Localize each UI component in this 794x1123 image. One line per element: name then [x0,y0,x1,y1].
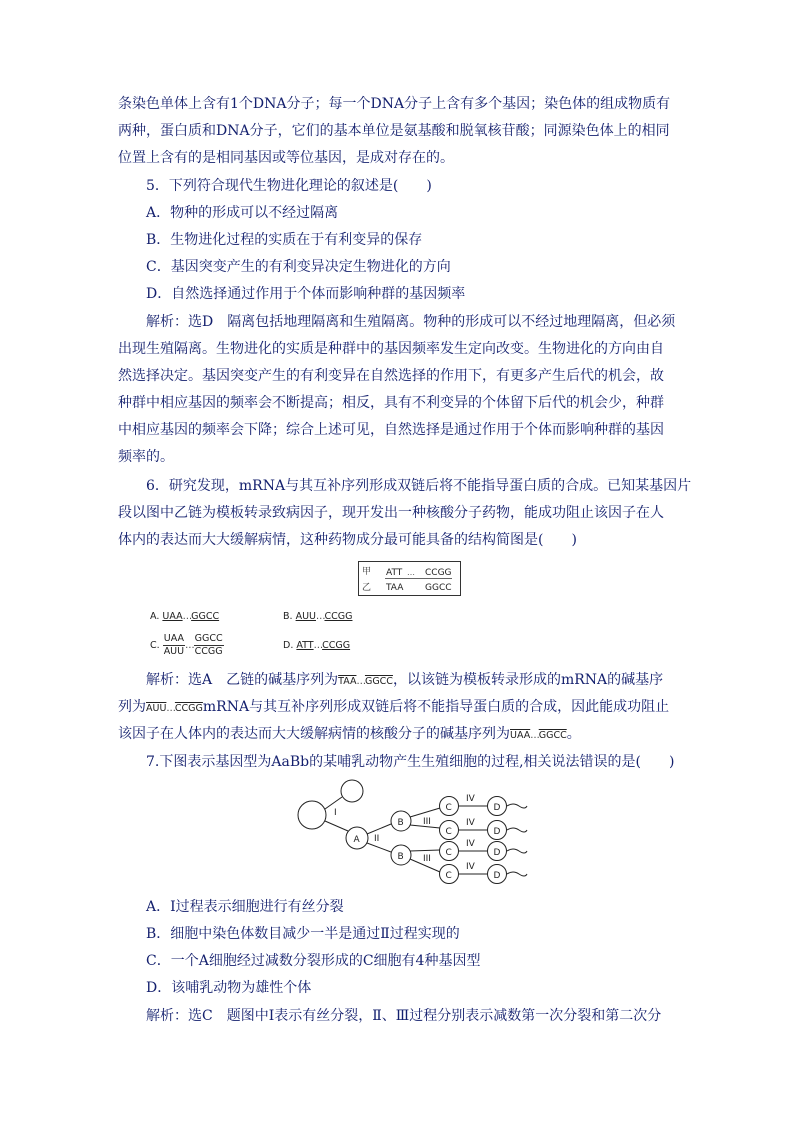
intro-line-3: 位置上含有的是相同基因或等位基因，是成对存在的。 [118,150,454,166]
ellipsis-icon: … [182,611,192,622]
q6-option-b-right: CCGG [324,611,353,622]
q5-explanation-3: 然选择决定。基因突变产生的有利变异在自然选择的作用下，有更多产生后代的机会，故 [118,368,664,384]
label-process-IV-1: IV [466,794,475,804]
label-process-I: I [334,808,337,818]
q7-explanation-1: 解析：选C 题图中Ⅰ表示有丝分裂，Ⅱ、Ⅲ过程分别表示减数第一次分裂和第二次分 [146,1008,662,1024]
q5-explanation-4: 种群中相应基因的频率会不断提高；相反，具有不利变异的个体留下后代的机会少，种群 [118,395,664,411]
strand-yi-label: 乙 [362,583,372,593]
q5-explanation-2: 出现生殖隔离。生物进化的实质是种群中的基因频率发生定向改变。生物进化的方向由自 [118,341,664,357]
q5-explanation-5: 中相应基因的频率会下降；综合上述可见，自然选择是通过作用于个体而影响种群的基因 [118,422,664,438]
node-label-d-2: D [493,827,501,837]
q6-option-b [283,611,352,622]
tail-4 [507,872,527,876]
tail-1 [507,804,527,808]
q6-exp3-seq-left: $\overline{UAA}$ [510,730,531,741]
q6-explanation-1 [146,669,663,689]
q6-option-b-label: B. [283,611,293,622]
strand-jia-label: 甲 [362,567,372,577]
ellipsis-icon: … [530,730,539,741]
q6-option-c-left-pair [163,633,185,658]
node-label-b-lower: B [397,852,404,862]
q7-option-d: D．该哺乳动物为雄性个体 [146,980,312,996]
q6-option-c-top-left: UAA [163,633,184,644]
q7-stem: 7.下图表示基因型为AaBb的某哺乳动物产生生殖细胞的过程,相关说法错误的是( ) [146,754,675,770]
q6-option-c-right-pair [194,633,224,658]
q6-option-c [150,633,224,658]
strand-top-left: ATT [386,568,403,578]
strand-top-right: CCGG [425,568,452,578]
q6-exp2-seq-right: CCGG [174,703,203,714]
q6-option-c-bottom-right: CCGG [194,646,223,657]
label-process-IV-4: IV [466,862,475,872]
q6-option-a-label: A. [150,611,160,622]
q6-option-a-left: UAA [162,611,183,622]
q5-option-c: C．基因突变产生的有利变异决定生物进化的方向 [146,259,451,275]
label-process-III-lower: III [423,854,431,864]
ellipsis-icon: … [356,676,365,687]
node-label-b-upper: B [397,818,404,828]
node-label-a: A [353,835,360,845]
q6-explanation-3 [118,723,581,743]
q6-option-a-right: GGCC [191,611,220,622]
node-label-d-3: D [493,848,501,858]
q5-explanation-6: 频率的。 [118,449,174,465]
q6-exp3-post: 。 [566,726,581,742]
q6-option-a [150,611,219,622]
q6-exp2-post: mRNA与其互补序列形成双链后将不能指导蛋白质的合成，因此能成功阻止 [202,699,670,715]
q5-stem: 5．下列符合现代生物进化理论的叙述是( ) [146,178,432,194]
node-label-d-1: D [493,803,501,813]
ellipsis-icon: … [313,640,323,651]
tail-3 [507,849,527,853]
q6-stem-1: 6．研究发现，mRNA与其互补序列形成双链后将不能指导蛋白质的合成。已知某基因片 [146,478,692,494]
q6-exp3-pre: 该因子在人体内的表达而大大缓解病情的核酸分子的碱基序列为 [118,726,510,742]
q7-option-c: C．一个A细胞经过减数分裂形成的C细胞有4种基因型 [146,953,481,969]
strand-ellipsis: … [407,568,415,577]
node-label-c-4: C [445,871,452,881]
ellipsis-icon: … [315,611,325,622]
q6-stem-3: 体内的表达而大大缓解病情，这种药物成分最可能具备的结构简图是( ) [118,532,577,548]
q6-exp3-seq-right: GGCC [538,730,567,741]
tail-2 [507,828,527,832]
strand-bot-left: TAA [386,583,404,593]
q6-option-c-top-right: GGCC [194,633,223,644]
ellipsis-icon: … [166,703,175,714]
q6-exp2-pre: 列为 [118,699,146,715]
strand-bot-right: GGCC [425,583,452,593]
q6-exp1-seq-right: GGCC [364,676,393,687]
label-process-III-upper: III [423,817,431,827]
q6-exp1-seq-left: $\overline{TAA}$ [338,676,357,687]
q7-option-a: A．Ⅰ过程表示细胞进行有丝分裂 [146,899,344,915]
node-label-c-2: C [445,827,452,837]
q6-option-b-left: AUU [295,611,316,622]
q6-stem-2: 段以图中乙链为模板转录致病因子，现开发出一种核酸分子药物，能成功阻止该因子在人 [118,505,664,521]
ellipsis-icon: … [185,640,194,651]
intro-line-2: 两种，蛋白质和DNA分子，它们的基本单位是氨基酸和脱氧核苷酸；同源染色体上的相同 [118,123,670,139]
q6-option-d-left: ATT [296,640,314,651]
q5-option-a: A．物种的形成可以不经过隔离 [146,205,339,221]
q6-option-d-label: D. [283,640,294,651]
mitosis-daughter-cell [341,780,363,802]
q6-option-d [283,640,350,651]
intro-line-1: 条染色单体上含有1个DNA分子；每一个DNA分子上含有多个基因；染色体的组成物质有 [118,96,671,112]
q5-option-d: D．自然选择通过作用于个体而影响种群的基因频率 [146,286,466,302]
q5-explanation-1: 解析：选D 隔离包括地理隔离和生殖隔离。物种的形成可以不经过地理隔离，但必须 [146,314,676,330]
q6-exp1-pre: 解析：选A 乙链的碱基序列为 [146,672,339,688]
parent-cell [298,801,326,829]
q6-option-c-bottom-left: AUU [163,646,185,657]
node-label-d-4: D [493,871,501,881]
label-process-IV-2: IV [466,818,475,828]
q6-option-d-right: CCGG [322,640,351,651]
node-label-c-3: C [445,848,452,858]
q6-explanation-2 [118,696,669,716]
cell-division-diagram [292,779,532,891]
node-label-c-1: C [445,803,452,813]
q6-option-c-label: C. [150,640,160,651]
label-process-IV-3: IV [466,839,475,849]
dna-strand-figure [358,561,462,597]
label-process-II: II [374,834,380,844]
q7-option-b: B．细胞中染色体数目减少一半是通过Ⅱ过程实现的 [146,926,460,942]
q6-exp1-post: ，以该链为模板转录形成的mRNA的碱基序 [392,672,664,688]
q6-exp2-seq-left: $\overline{AUU}$ [146,703,167,714]
q5-option-b: B．生物进化过程的实质在于有利变异的保存 [146,232,423,248]
